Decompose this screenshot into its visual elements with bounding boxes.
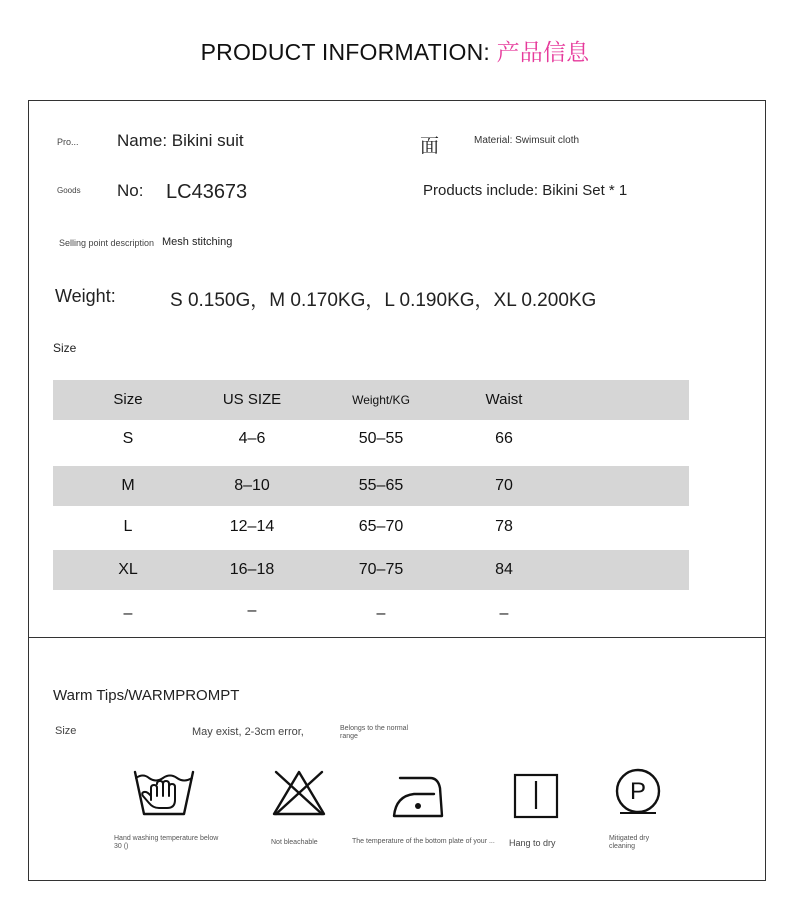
size-label: Size [53, 341, 77, 355]
selling-point-value: Mesh stitching [162, 236, 233, 248]
cell-size: M [121, 477, 135, 494]
cell-weight: 55–65 [358, 477, 404, 494]
header-size: Size [113, 391, 143, 408]
cell-size: XL [118, 561, 138, 578]
table-header-row [53, 380, 689, 420]
cell-waist: 66 [495, 430, 513, 447]
dry-clean-p-icon [614, 767, 662, 815]
no-bleach-caption: Not bleachable [271, 839, 318, 846]
cell-weight: 70–75 [358, 561, 404, 578]
hand-wash-icon [131, 766, 197, 822]
cell-weight: – [376, 605, 386, 622]
cell-size: S [122, 430, 134, 447]
iron-icon [390, 772, 446, 820]
weight-value: S 0.150G，M 0.170KG，L 0.190KG，XL 0.200KG [170, 290, 597, 311]
product-name: Name: Bikini suit [117, 131, 244, 150]
page-title: PRODUCT INFORMATION: 产品信息 [200, 39, 590, 66]
tips-size-label: Size [55, 725, 77, 737]
cell-size: L [123, 518, 133, 535]
table-row [53, 419, 689, 459]
hand-wash-caption: Hand washing temperature below 30 () [114, 835, 219, 850]
cell-waist: 70 [495, 477, 513, 494]
cell-weight: 65–70 [358, 518, 404, 535]
warm-tips-title: Warm Tips/WARMPROMPT [53, 687, 240, 704]
products-include: Products include: Bikini Set * 1 [423, 182, 628, 199]
selling-point-label: Selling point description [59, 238, 155, 248]
iron-caption: The temperature of the bottom plate of your ... [352, 838, 495, 845]
header-weight: Weight/KG [352, 393, 410, 407]
cell-us-size: – [247, 602, 257, 619]
page-title-cn: 产品信息 [496, 40, 590, 66]
table-row [53, 466, 689, 506]
svg-text:P: P [629, 778, 647, 805]
material-text: Material: Swimsuit cloth [474, 135, 580, 146]
goods-label: Goods [57, 186, 81, 195]
cell-weight: 50–55 [358, 430, 404, 447]
table-row [53, 507, 689, 547]
cell-us-size: 4–6 [238, 430, 266, 447]
cell-waist: – [499, 605, 509, 622]
no-label: No: [117, 181, 144, 200]
tips-normal-text: Belongs to the normal range [340, 725, 409, 740]
material-icon: 面 [420, 135, 440, 157]
header-waist: Waist [485, 391, 523, 408]
cell-us-size: 12–14 [229, 518, 275, 535]
cell-us-size: 16–18 [229, 561, 275, 578]
cell-waist: 84 [495, 561, 513, 578]
table-row [53, 550, 689, 590]
cell-waist: 78 [495, 518, 513, 535]
hang-dry-caption: Hang to dry [509, 838, 556, 848]
no-bleach-icon [270, 766, 328, 820]
weight-label: Weight: [55, 286, 116, 306]
cell-us-size: 8–10 [234, 477, 270, 494]
tips-error-text: May exist, 2-3cm error, [192, 726, 304, 738]
hang-dry-icon [513, 773, 559, 819]
dry-clean-caption: Mitigated dry cleaning [609, 835, 650, 850]
product-number: LC43673 [166, 181, 248, 203]
cell-size: – [123, 605, 133, 622]
table-row [53, 594, 689, 634]
header-us-size: US SIZE [222, 391, 282, 408]
pro-label: Pro... [57, 137, 79, 147]
